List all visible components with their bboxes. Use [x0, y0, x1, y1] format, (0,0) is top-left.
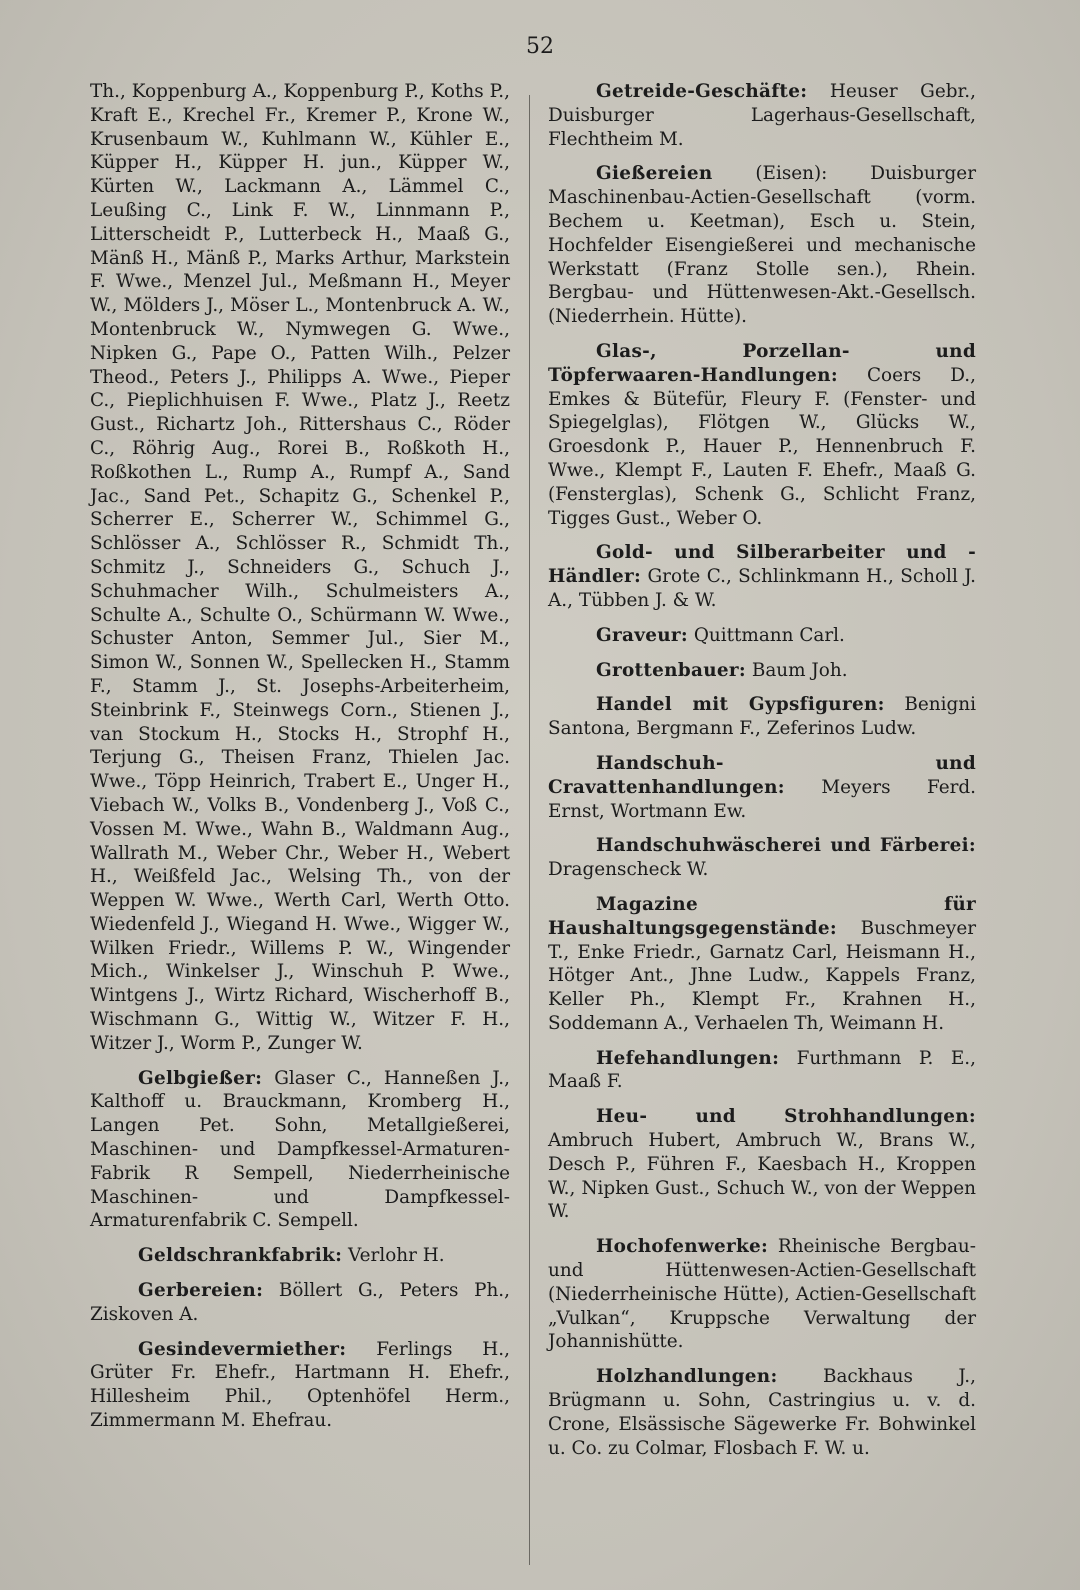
category-heading: Handschuhwäscherei und Färberei: — [596, 835, 976, 857]
category-heading: Heu- und Strohhandlungen: — [596, 1106, 976, 1128]
entry-text: Buschmeyer T., Enke Friedr., Garnatz Carl, Heismann H., Hötger Ant., Jhne Ludw., Kappels Franz, Keller Ph., Klempt Fr., Krahnen H., Soddemann A., Verhaelen Th, Weimann H. — [548, 917, 976, 1034]
entry-text: Backhaus J., Brügmann u. Sohn, Castringius u. v. d. Crone, Elsässische Sägewerke Fr. Bohwinkel u. Co. zu Colmar, Flosbach F. W. u. — [548, 1366, 976, 1459]
entry-text: Benigni Santona, Bergmann F., Zeferinos Ludw. — [548, 694, 976, 740]
directory-entry — [548, 1365, 976, 1460]
entry-text: Coers D., Emkes & Bütefür, Fleury F. (Fenster- und Spiegelglas), Flötgen W., Glücks W., Groesdonk P., Hauer P., Hennenbruch F. Wwe., Klempt F., Lauten F. Ehefr., Maaß G. (Fensterglas), Schenk G., Schlicht Franz, Tigges Gust., Weber O. — [548, 364, 976, 529]
directory-entry — [548, 162, 976, 329]
left-column — [90, 80, 510, 1562]
directory-entry — [548, 693, 976, 741]
entry-text: Böllert G., Peters Ph., Ziskoven A. — [90, 1280, 510, 1325]
directory-entry — [548, 340, 976, 530]
directory-entry — [548, 752, 976, 823]
entry-text: Th., Koppenburg A., Koppenburg P., Koths P., Kraft E., Krechel Fr., Kremer P., Krone W., Krusenbaum W., Kuhlmann W., Kühler E., Küpper H., Küpper H. jun., Küpper W., Kürten W., Lackmann A., Lämmel C., Leußing C., Link F. W., Linnmann P., Litterscheidt P., Lutterbeck H., Maaß G., Mänß H., Mänß P., Marks Arthur, Markstein F. Wwe., Menzel Jul., Meßmann H., Meyer W., Mölders J., Möser L., Montenbruck A. W., Montenbruck W., Nymwegen G. Wwe., Nipken G., Pape O., Patten Wilh., Pelzer Theod., Peters J., Philipps A. Wwe., Pieper C., Pieplichhuisen F. Wwe., Platz J., Reetz Gust., Richartz Joh., Rittershaus C., Röder C., Röhrig Aug., Rorei B., Roßkoth H., Roßkothen L., Rump A., Rumpf A., Sand Jac., Sand Pet., Schapitz G., Schenkel P., Scherrer E., Scherrer W., Schimmel G., Schlösser A., Schlösser R., Schmidt Th., Schmitz J., Schneiders G., Schuch J., Schuhmacher Wilh., Schulmeisters A., Schulte A., Schulte O., Schürmann W. Wwe., Schuster Anton, Semmer Jul., Sier M., Simon W., Sonnen W., Spellecken H., Stamm F., Stamm J., St. Josephs-Arbeiterheim, Steinbrink F., Steinwegs Corn., Stienen J., van Stockum H., Stocks H., Strophf H., Terjung G., Theisen Franz, Thielen Jac. Wwe., Töpp Heinrich, Trabert E., Unger H., Viebach W., Volks B., Vondenberg J., Voß C., Vossen M. Wwe., Wahn B., Waldmann Aug., Wallrath M., Weber Chr., Weber H., Webert H., Weißfeld Jac., Welsing Th., von der Weppen W. Wwe., Werth Carl, Werth Otto. Wiedenfeld J., Wiegand H. Wwe., Wigger W., Wilken Friedr., Willems P. W., Wingender Mich., Winkelser J., Winschuh P. Wwe., Wintgens J., Wirtz Richard, Wischerhoff B., Wischmann G., Wittig W., Witzer F. H., Witzer J., Worm P., Zunger W. — [90, 81, 510, 1054]
directory-entry — [90, 1279, 510, 1327]
category-heading: Geldschrankfabrik: — [138, 1245, 343, 1267]
directory-entry — [548, 624, 976, 648]
directory-entry — [548, 1047, 976, 1095]
entry-text: Dragenscheck W. — [548, 859, 709, 881]
category-heading: Gold- und Silberarbeiter und -Händler: — [548, 542, 976, 588]
entry-text: Heuser Gebr., Duisburger Lagerhaus-Gesellschaft, Flechtheim M. — [548, 81, 976, 150]
category-heading: Gerbereien: — [138, 1280, 264, 1302]
entry-text: Ferlings H., Grüter Fr. Ehefr., Hartmann H. Ehefr., Hillesheim Phil., Optenhöfel Herm., Zimmermann M. Ehefrau. — [90, 1338, 510, 1432]
category-heading: Gelbgießer: — [138, 1067, 263, 1089]
category-heading: Holzhandlungen: — [596, 1366, 778, 1388]
category-heading: Gesindevermiether: — [138, 1338, 347, 1360]
directory-entry — [90, 1338, 510, 1433]
directory-entry-continuation — [90, 80, 510, 1056]
directory-entry — [548, 893, 976, 1036]
entry-text: Rheinische Bergbau- und Hüttenwesen-Actien-Gesellschaft (Niederrheinische Hütte), Actien-Gesellschaft „Vulkan“, Kruppsche Verwaltung der Johannishütte. — [548, 1236, 976, 1353]
entry-text: Verlohr H. — [348, 1245, 445, 1267]
directory-entry — [548, 1105, 976, 1224]
directory-entry — [90, 1067, 510, 1234]
directory-entry — [548, 1235, 976, 1354]
column-divider — [529, 95, 530, 1565]
category-heading: Getreide-Geschäfte: — [596, 81, 808, 102]
category-heading: Grottenbauer: — [596, 659, 746, 681]
category-heading: Handel mit Gypsfiguren: — [596, 694, 885, 716]
directory-entry — [548, 80, 976, 151]
category-heading: Magazine für Haushaltungsgegenstände: — [548, 893, 976, 939]
category-heading: Graveur: — [596, 624, 688, 646]
directory-entry — [90, 1244, 510, 1268]
category-heading: Glas-, Porzellan- und Töpferwaaren-Handlungen: — [548, 340, 976, 386]
category-heading: Gießereien — [596, 163, 713, 185]
directory-entry — [548, 659, 976, 683]
directory-entry — [548, 541, 976, 612]
entry-text: Grote C., Schlinkmann H., Scholl J. A., Tübben J. & W. — [548, 566, 976, 611]
entry-text: Meyers Ferd. Ernst, Wortmann Ew. — [548, 776, 976, 822]
right-column — [548, 80, 976, 1562]
entry-text: Ambruch Hubert, Ambruch W., Brans W., Desch P., Führen F., Kaesbach H., Kroppen W., Nipken Gust., Schuch W., von der Weppen W. — [548, 1130, 976, 1223]
page-number: 52 — [526, 34, 554, 59]
category-heading: Hochofenwerke: — [596, 1236, 769, 1258]
category-heading: Hefehandlungen: — [596, 1047, 780, 1069]
entry-text: Furthmann P. E., Maaß F. — [548, 1047, 976, 1093]
entry-text: Glaser C., Hanneßen J., Kalthoff u. Brauckmann, Kromberg H., Langen Pet. Sohn, Metallgießerei, Maschinen- und Dampfkessel-Armaturen-Fabrik R Sempell, Niederrheinische Maschinen- und Dampfkessel-Armaturenfabrik C. Sempell. — [90, 1067, 510, 1232]
entry-text: Quittmann Carl. — [693, 624, 845, 646]
entry-text: (Eisen): Duisburger Maschinenbau-Actien-Gesellschaft (vorm. Bechem u. Keetman), Esch u. Stein, Hochfelder Eisengießerei und mechanische Werkstatt (Franz Stolle sen.), Rhein. Bergbau- und Hüttenwesen-Akt.-Gesellsch. (Niederrhein. Hütte). — [548, 163, 976, 328]
directory-entry — [548, 834, 976, 882]
category-heading: Handschuh- und Cravattenhandlungen: — [548, 752, 976, 798]
entry-text: Baum Joh. — [751, 659, 848, 681]
